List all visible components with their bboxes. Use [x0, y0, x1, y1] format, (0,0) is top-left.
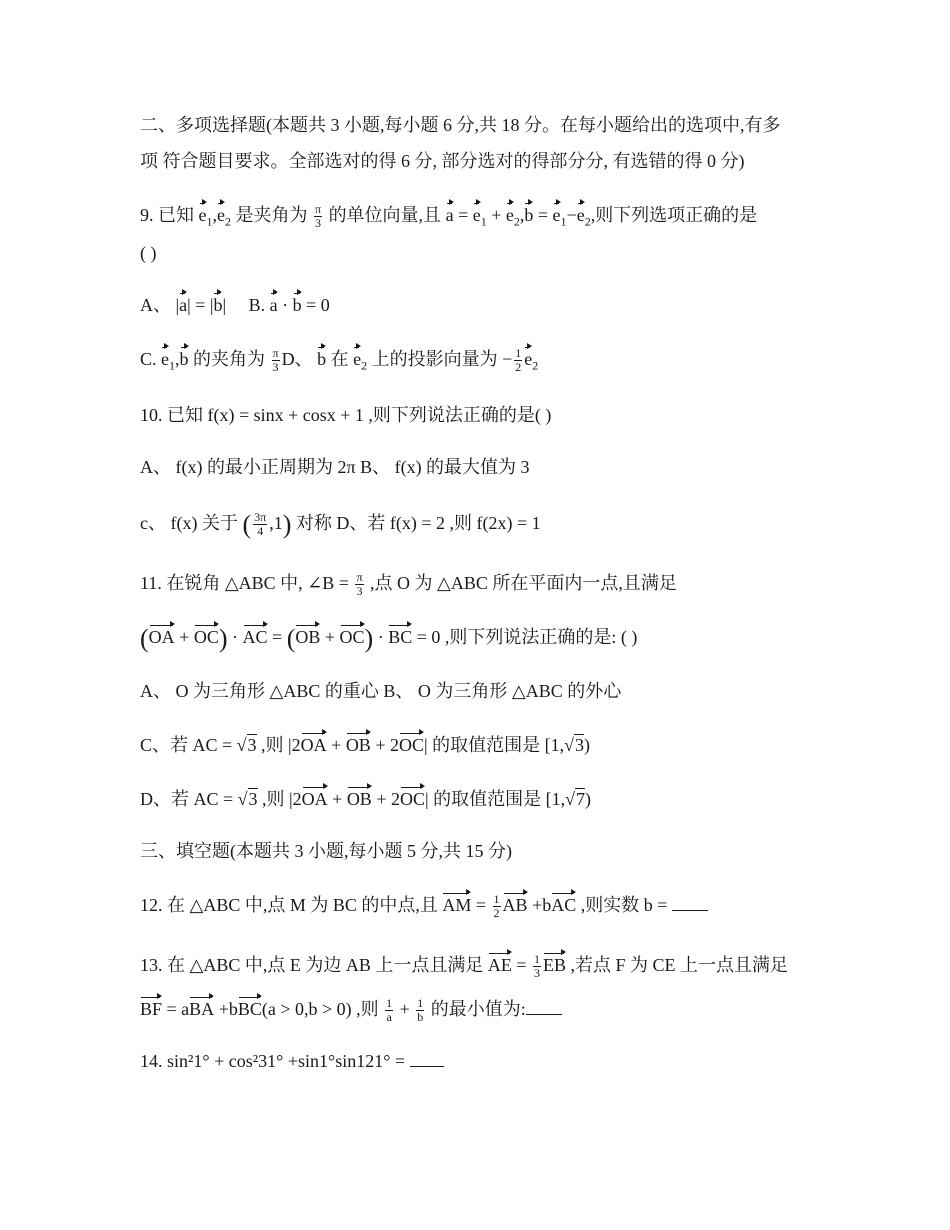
- q13-answer-blank[interactable]: [526, 996, 562, 1015]
- q11-option-d: D、若 AC = √3 ,则 |2OA + OB + 2OC| 的取值范围是 [1,√7): [140, 786, 820, 812]
- q11-options-ab: A、 O 为三角形 △ABC 的重心 B、 O 为三角形 △ABC 的外心: [140, 681, 622, 701]
- q11-stem: 11. 在锐角 △ABC 中, ∠B = $\frac{\pi}{3}$ ,点 O 为 △ABC 所在平面内一点,且满足: [140, 570, 677, 599]
- fraction-pi-over-3: $\frac{\pi}{3}$: [315, 202, 322, 231]
- q10-stem: 10. 已知 f(x) = sinx + cosx + 1 ,则下列说法正确的是( ): [140, 405, 552, 425]
- q13-line1: 13. 在 △ABC 中,点 E 为边 AB 上一点且满足 AE = $\frac{1}{3}$ EB ,若点 F 为 CE 上一点且满足: [140, 952, 789, 981]
- q14: 14. sin²1° + cos²31° +sin1°sin121° =: [140, 1048, 820, 1074]
- q9-options-cd: C. $e_1,b$ 的夹角为 $\frac{\pi}{3}$ D、 b 在 $e_2$ 上的投影向量为 − $\frac{1}{2}$ $e_2$: [140, 346, 539, 375]
- q10-options-ab: A、 f(x) 的最小正周期为 2π B、 f(x) 的最大值为 3: [140, 457, 530, 477]
- q9-options-ab: A、 |a| = |b| B. a · b = 0: [140, 292, 820, 318]
- q11-option-c: C、若 AC = √3 ,则 |2OA + OB + 2OC| 的取值范围是 [1,√3): [140, 732, 820, 758]
- section3-heading: 三、填空题(本题共 3 小题,每小题 5 分,共 15 分): [140, 841, 512, 861]
- section2-heading-line1: 二、多项选择题(本题共 3 小题,每小题 6 分,共 18 分。在每小题给出的选项中,有多: [140, 115, 781, 135]
- q12: 12. 在 △ABC 中,点 M 为 BC 的中点,且 AM = $\frac{1}{2}$ AB +bAC ,则实数 b =: [140, 892, 820, 920]
- q13-line2: BF = aBA +bBC(a > 0,b > 0) ,则 $\frac{1}{a}$ + $\frac{1}{b}$ 的最小值为:: [140, 996, 820, 1024]
- q9-stem: 9. 已知 $e_1,e_2$ 是夹角为 $\frac{\pi}{3}$ 的单位向量,且 $a = e_1 + e_2,b = e_1-e_2$,则下列选项正确的是: [140, 202, 758, 231]
- q11-condition: (OA + OC) · AC = (OB + OC) · BC = 0 ,则下列说法正确的是: ( ): [140, 623, 638, 653]
- q9-answer-paren: ( ): [140, 243, 157, 263]
- q10-options-cd: c、 f(x) 关于 ( $\frac{3\pi}{4}$ ,1) 对称 D、若 f(x) = 2 ,则 f(2x) = 1: [140, 509, 541, 539]
- section2-heading-line2: 项 符合题目要求。全部选对的得 6 分, 部分选对的得部分分, 有选错的得 0 分): [140, 151, 745, 171]
- q12-answer-blank[interactable]: [672, 892, 708, 911]
- q14-answer-blank[interactable]: [410, 1048, 444, 1067]
